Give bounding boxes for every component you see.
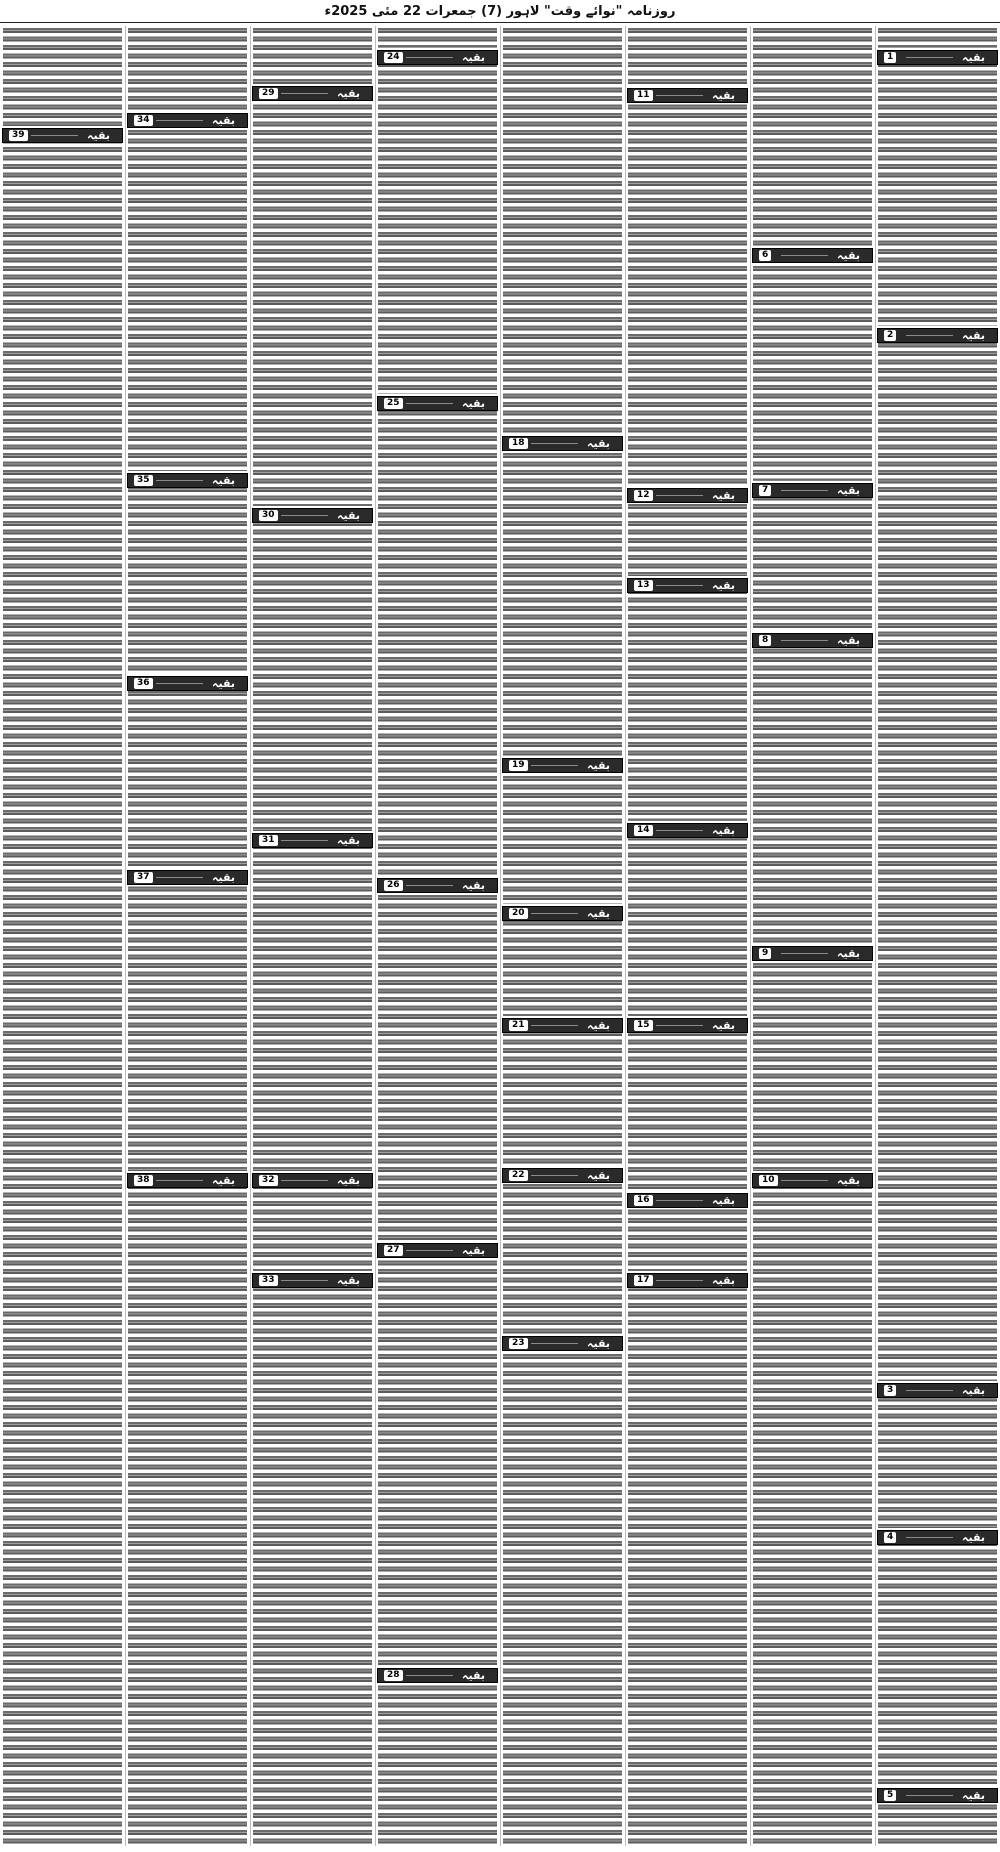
banner-ornament	[781, 640, 828, 641]
banner-ornament	[156, 120, 203, 121]
article-column	[375, 26, 500, 1846]
banner-number: 21	[509, 1020, 528, 1031]
banner-box	[627, 1018, 748, 1033]
column-text-lines	[253, 26, 372, 1846]
banner-box	[877, 1788, 998, 1803]
banner-box	[377, 396, 498, 411]
banner-box	[377, 878, 498, 893]
article-column	[0, 26, 125, 1846]
banner-ornament	[281, 1280, 328, 1281]
banner-number: 22	[509, 1170, 528, 1181]
banner-number: 37	[134, 872, 153, 883]
banner-box	[502, 906, 623, 921]
banner-ornament	[906, 335, 953, 336]
banner-box	[752, 1173, 873, 1188]
banner-ornament	[906, 1537, 953, 1538]
banner-number: 3	[884, 1385, 896, 1396]
banner-box	[877, 50, 998, 65]
banner-box	[127, 473, 248, 488]
banner-number: 24	[384, 52, 403, 63]
continuation-banner	[752, 246, 873, 263]
banner-label: بقیہ	[337, 87, 360, 100]
banner-label: بقیہ	[837, 484, 860, 497]
continuation-banner	[127, 111, 248, 128]
banner-ornament	[781, 1180, 828, 1181]
continuation-banner	[502, 756, 623, 773]
banner-number: 8	[759, 635, 771, 646]
banner-label: بقیہ	[837, 1174, 860, 1187]
continuation-banner	[627, 86, 748, 103]
banner-box	[752, 946, 873, 961]
banner-box	[252, 508, 373, 523]
banner-label: بقیہ	[212, 114, 235, 127]
column-divider	[625, 26, 626, 1846]
banner-number: 36	[134, 678, 153, 689]
banner-box	[627, 823, 748, 838]
banner-ornament	[781, 490, 828, 491]
banner-box	[127, 1173, 248, 1188]
continuation-banner	[877, 1381, 998, 1398]
banner-number: 29	[259, 88, 278, 99]
banner-ornament	[906, 57, 953, 58]
banner-box	[127, 676, 248, 691]
banner-number: 5	[884, 1790, 896, 1801]
banner-number: 6	[759, 250, 771, 261]
column-text-lines	[3, 26, 122, 1846]
banner-number: 14	[634, 825, 653, 836]
banner-ornament	[406, 1675, 453, 1676]
banner-ornament	[156, 877, 203, 878]
banner-label: بقیہ	[712, 1194, 735, 1207]
continuation-banner	[127, 868, 248, 885]
banner-number: 30	[259, 510, 278, 521]
article-column	[125, 26, 250, 1846]
column-text-lines	[878, 26, 997, 1846]
masthead	[0, 0, 1000, 23]
banner-number: 38	[134, 1175, 153, 1186]
continuation-banner	[502, 434, 623, 451]
banner-box	[627, 1193, 748, 1208]
column-divider	[375, 26, 376, 1846]
banner-box	[502, 758, 623, 773]
banner-number: 28	[384, 1670, 403, 1681]
banner-box	[752, 483, 873, 498]
continuation-banner	[502, 1166, 623, 1183]
banner-number: 27	[384, 1245, 403, 1256]
continuation-banner	[877, 48, 998, 65]
banner-box	[752, 633, 873, 648]
banner-number: 25	[384, 398, 403, 409]
banner-label: بقیہ	[587, 759, 610, 772]
banner-ornament	[906, 1390, 953, 1391]
banner-label: بقیہ	[962, 51, 985, 64]
banner-box	[252, 86, 373, 101]
continuation-banner	[127, 674, 248, 691]
banner-box	[502, 436, 623, 451]
banner-number: 10	[759, 1175, 778, 1186]
column-divider	[875, 26, 876, 1846]
continuation-banner	[127, 471, 248, 488]
banner-box	[127, 113, 248, 128]
continuation-banner	[627, 1191, 748, 1208]
banner-number: 35	[134, 475, 153, 486]
banner-ornament	[781, 953, 828, 954]
continuation-banner	[877, 1786, 998, 1803]
banner-label: بقیہ	[212, 677, 235, 690]
continuation-banner	[627, 821, 748, 838]
banner-ornament	[31, 135, 78, 136]
banner-ornament	[656, 495, 703, 496]
column-text-lines	[378, 26, 497, 1846]
column-text-lines	[128, 26, 247, 1846]
banner-box	[627, 488, 748, 503]
banner-label: بقیہ	[712, 579, 735, 592]
banner-label: بقیہ	[87, 129, 110, 142]
continuation-banner	[502, 1016, 623, 1033]
banner-ornament	[531, 443, 578, 444]
banner-label: بقیہ	[462, 397, 485, 410]
continuation-banner	[377, 1666, 498, 1683]
continuation-banner	[627, 486, 748, 503]
banner-number: 13	[634, 580, 653, 591]
banner-ornament	[406, 1250, 453, 1251]
banner-ornament	[656, 830, 703, 831]
banner-ornament	[656, 1280, 703, 1281]
banner-ornament	[156, 480, 203, 481]
column-divider	[500, 26, 501, 1846]
banner-ornament	[406, 885, 453, 886]
banner-ornament	[531, 1025, 578, 1026]
banner-box	[502, 1018, 623, 1033]
article-column	[625, 26, 750, 1846]
column-divider	[250, 26, 251, 1846]
continuation-banner	[377, 394, 498, 411]
continuation-banner	[252, 1271, 373, 1288]
banner-number: 17	[634, 1275, 653, 1286]
banner-label: بقیہ	[587, 437, 610, 450]
banner-label: بقیہ	[712, 89, 735, 102]
continuation-banner	[252, 84, 373, 101]
continuation-banner	[127, 1171, 248, 1188]
continuation-banner	[752, 631, 873, 648]
continuation-banner	[252, 506, 373, 523]
continuation-banner	[252, 831, 373, 848]
banner-number: 34	[134, 115, 153, 126]
column-divider	[125, 26, 126, 1846]
banner-box	[877, 1383, 998, 1398]
banner-number: 16	[634, 1195, 653, 1206]
banner-label: بقیہ	[587, 1019, 610, 1032]
continuation-banner	[377, 48, 498, 65]
banner-label: بقیہ	[712, 489, 735, 502]
banner-label: بقیہ	[712, 1274, 735, 1287]
banner-number: 9	[759, 948, 771, 959]
banner-label: بقیہ	[212, 1174, 235, 1187]
banner-ornament	[406, 57, 453, 58]
banner-box	[752, 248, 873, 263]
banner-box	[127, 870, 248, 885]
banner-label: بقیہ	[587, 1169, 610, 1182]
banner-number: 4	[884, 1532, 896, 1543]
banner-box	[377, 1668, 498, 1683]
banner-ornament	[406, 403, 453, 404]
banner-label: بقیہ	[712, 824, 735, 837]
continuation-banner	[502, 904, 623, 921]
banner-number: 33	[259, 1275, 278, 1286]
banner-label: بقیہ	[337, 1274, 360, 1287]
banner-label: بقیہ	[587, 1337, 610, 1350]
banner-box	[627, 578, 748, 593]
banner-number: 15	[634, 1020, 653, 1031]
banner-label: بقیہ	[212, 474, 235, 487]
banner-ornament	[656, 95, 703, 96]
banner-box	[252, 1273, 373, 1288]
banner-box	[877, 1530, 998, 1545]
continuation-banner	[752, 481, 873, 498]
continuation-banner	[627, 1271, 748, 1288]
banner-ornament	[656, 1200, 703, 1201]
banner-box	[2, 128, 123, 143]
banner-label: بقیہ	[462, 1244, 485, 1257]
banner-label: بقیہ	[837, 249, 860, 262]
banner-label: بقیہ	[712, 1019, 735, 1032]
continuation-banner	[377, 876, 498, 893]
banner-number: 23	[509, 1338, 528, 1349]
column-divider	[750, 26, 751, 1846]
banner-label: بقیہ	[962, 329, 985, 342]
banner-box	[877, 328, 998, 343]
banner-ornament	[156, 1180, 203, 1181]
banner-number: 1	[884, 52, 896, 63]
banner-label: بقیہ	[462, 1669, 485, 1682]
continuation-banner	[752, 944, 873, 961]
banner-ornament	[531, 913, 578, 914]
banner-number: 18	[509, 438, 528, 449]
column-text-lines	[503, 26, 622, 1846]
banner-number: 32	[259, 1175, 278, 1186]
column-text-lines	[628, 26, 747, 1846]
banner-box	[502, 1336, 623, 1351]
article-column	[875, 26, 1000, 1846]
banner-box	[377, 50, 498, 65]
banner-box	[627, 88, 748, 103]
banner-label: بقیہ	[962, 1384, 985, 1397]
continuation-banner	[502, 1334, 623, 1351]
banner-ornament	[281, 515, 328, 516]
article-column	[750, 26, 875, 1846]
banner-label: بقیہ	[337, 1174, 360, 1187]
banner-number: 31	[259, 835, 278, 846]
banner-ornament	[656, 1025, 703, 1026]
continuation-banner	[377, 1241, 498, 1258]
banner-ornament	[531, 1175, 578, 1176]
banner-label: بقیہ	[962, 1789, 985, 1802]
banner-label: بقیہ	[462, 51, 485, 64]
banner-number: 11	[634, 90, 653, 101]
continuation-banner	[627, 576, 748, 593]
banner-label: بقیہ	[337, 509, 360, 522]
banner-box	[502, 1168, 623, 1183]
continuation-banner	[627, 1016, 748, 1033]
banner-label: بقیہ	[587, 907, 610, 920]
banner-number: 12	[634, 490, 653, 501]
banner-number: 39	[9, 130, 28, 141]
banner-number: 19	[509, 760, 528, 771]
banner-label: بقیہ	[837, 947, 860, 960]
continuation-banner	[752, 1171, 873, 1188]
continuation-banner	[877, 326, 998, 343]
banner-box	[377, 1243, 498, 1258]
banner-label: بقیہ	[462, 879, 485, 892]
banner-number: 20	[509, 908, 528, 919]
banner-ornament	[531, 765, 578, 766]
banner-number: 7	[759, 485, 771, 496]
column-text-lines	[753, 26, 872, 1846]
masthead-text: روزنامہ "نوائے وقت" لاہور (7) جمعرات 22 مئی 2025ء	[324, 3, 676, 19]
article-column	[500, 26, 625, 1846]
banner-label: بقیہ	[837, 634, 860, 647]
banner-box	[252, 833, 373, 848]
banner-ornament	[656, 585, 703, 586]
banner-ornament	[156, 683, 203, 684]
continuation-banner	[877, 1528, 998, 1545]
banner-ornament	[281, 840, 328, 841]
banner-ornament	[281, 93, 328, 94]
article-column	[250, 26, 375, 1846]
banner-box	[252, 1173, 373, 1188]
banner-box	[627, 1273, 748, 1288]
banner-ornament	[906, 1795, 953, 1796]
banner-label: بقیہ	[962, 1531, 985, 1544]
banner-ornament	[531, 1343, 578, 1344]
banner-label: بقیہ	[337, 834, 360, 847]
continuation-banner	[252, 1171, 373, 1188]
banner-number: 26	[384, 880, 403, 891]
banner-ornament	[781, 255, 828, 256]
continuation-banner	[2, 126, 123, 143]
columns-area	[0, 22, 1000, 1852]
banner-label: بقیہ	[212, 871, 235, 884]
banner-ornament	[281, 1180, 328, 1181]
banner-number: 2	[884, 330, 896, 341]
